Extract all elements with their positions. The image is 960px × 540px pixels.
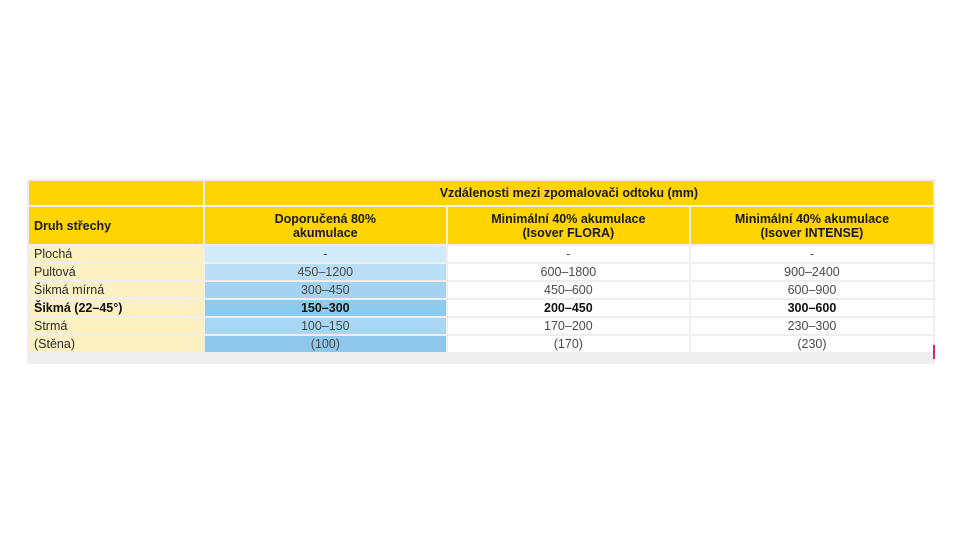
edge-accent-mark xyxy=(933,345,935,359)
table-row xyxy=(29,264,933,280)
intense-value: 230–300 xyxy=(691,318,933,334)
intense-value: 300–600 xyxy=(691,300,933,316)
recommended-value: 100–150 xyxy=(205,318,446,334)
recommended-value: (100) xyxy=(205,336,446,352)
column-header-recommended-line1: Doporučená 80% xyxy=(274,211,376,226)
table-row xyxy=(29,336,933,352)
column-header-roof-type: Druh střechy xyxy=(29,207,203,244)
flora-value: (170) xyxy=(448,336,689,352)
table-row xyxy=(29,282,933,298)
intense-value: 900–2400 xyxy=(691,264,933,280)
spacing-table-container xyxy=(27,179,935,364)
table-title: Vzdálenosti mezi zpomalovači odtoku (mm) xyxy=(205,181,933,205)
row-label: Pultová xyxy=(29,264,203,280)
row-label: Plochá xyxy=(29,246,203,262)
table-row xyxy=(29,318,933,334)
header-corner xyxy=(29,181,203,205)
column-header-flora-line1: Minimální 40% akumulace xyxy=(491,211,646,226)
recommended-value: 300–450 xyxy=(205,282,446,298)
column-header-intense-line1: Minimální 40% akumulace xyxy=(734,211,890,226)
column-header-flora xyxy=(448,207,689,244)
column-header-recommended-line2: akumulace xyxy=(292,225,358,240)
recommended-value: 150–300 xyxy=(205,300,446,316)
column-header-flora-line2: (Isover FLORA) xyxy=(522,225,615,240)
row-label: Šikmá mírná xyxy=(29,282,203,298)
spacing-table xyxy=(27,179,935,354)
flora-value: 200–450 xyxy=(448,300,689,316)
recommended-value: - xyxy=(205,246,446,262)
flora-value: 450–600 xyxy=(448,282,689,298)
table-title-row xyxy=(29,181,933,205)
intense-value: - xyxy=(691,246,933,262)
column-header-recommended xyxy=(205,207,446,244)
column-header-row xyxy=(29,207,933,244)
column-header-intense xyxy=(691,207,933,244)
intense-value: 600–900 xyxy=(691,282,933,298)
flora-value: 170–200 xyxy=(448,318,689,334)
column-header-intense-line2: (Isover INTENSE) xyxy=(760,225,864,240)
intense-value: (230) xyxy=(691,336,933,352)
recommended-value: 450–1200 xyxy=(205,264,446,280)
row-label: (Stěna) xyxy=(29,336,203,352)
row-label: Strmá xyxy=(29,318,203,334)
table-row xyxy=(29,300,933,316)
flora-value: 600–1800 xyxy=(448,264,689,280)
row-label: Šikmá (22–45°) xyxy=(29,300,203,316)
table-row xyxy=(29,246,933,262)
flora-value: - xyxy=(448,246,689,262)
